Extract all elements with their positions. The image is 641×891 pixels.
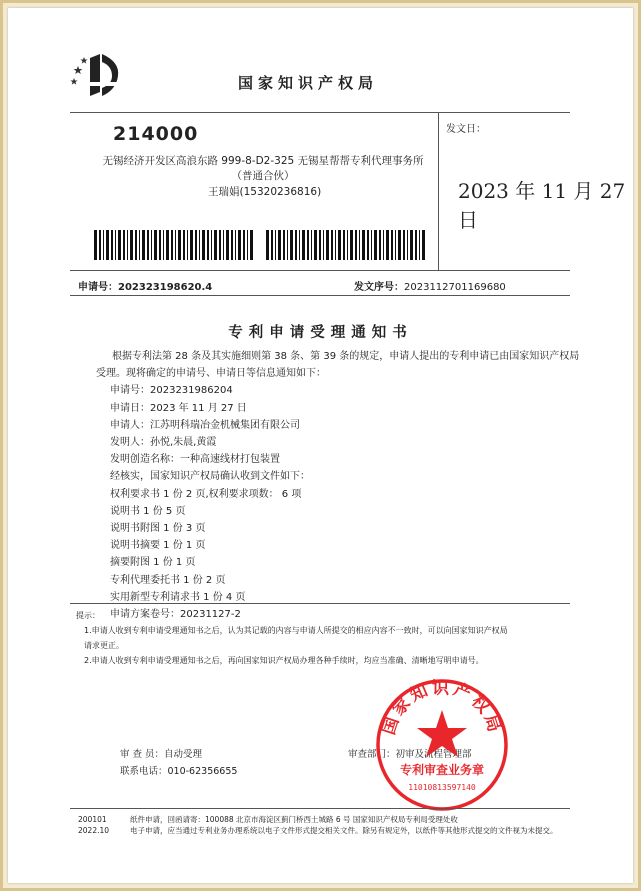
list-item: 实用新型专利请求书 1 份 4 页 [110, 591, 246, 603]
barcode-right-icon [266, 230, 428, 260]
seal-top-text: 国家知识产权局 [379, 678, 505, 738]
header-divider [70, 112, 570, 113]
application-no: 202323198620.4 [118, 282, 213, 293]
seal-bottom-text: 专利审查业务章 [399, 763, 485, 777]
electronic-submission-info: 电子申请，应当通过专利业务办理系统以电子文件形式提交相关文件。除另有规定外，以纸件等其他形式提交的文件视为未提交。 [130, 826, 558, 835]
send-date: 2023 年 11 月 27 日 [458, 179, 626, 232]
postcode: 214000 [113, 123, 199, 145]
application-no-field [78, 278, 212, 293]
note-item: 2.申请人收到专利申请受理通知书之后，再向国家知识产权局办理各种手续时，均应当准确、清晰地写明申请号。 [84, 656, 484, 665]
list-item: 专利代理委托书 1 份 2 页 [110, 574, 226, 586]
list-item: 发明创造名称：一种高速线材打包装置 [110, 454, 280, 466]
list-item: 说明书摘要 1 份 1 页 [110, 540, 206, 552]
document-page [8, 8, 633, 883]
contact-phone: 联系电话：010-62356655 [120, 766, 238, 777]
address-divider [70, 270, 570, 271]
contact-person: 王瑞娟(15320236816) [208, 186, 322, 198]
note-item: 请求更正。 [84, 641, 124, 650]
notes-section [76, 608, 581, 668]
list-item: 申请方案卷号：20231127-2 [110, 609, 241, 621]
bottom-divider [70, 808, 570, 809]
barcode-left-icon [94, 230, 254, 260]
send-date-label: 发文日： [446, 124, 486, 135]
column-divider [438, 112, 439, 270]
note-item: 1.申请人收到专利申请受理通知书之后，认为其记载的内容与申请人所提交的相应内容不一致时，可以向国家知识产权局 [84, 626, 508, 635]
list-item: 申请号：2023231986204 [110, 385, 233, 397]
application-no-label: 申请号： [78, 282, 118, 293]
paper-submission-info: 纸件申请，回函请寄：100088 北京市海淀区蓟门桥西土城路 6 号 国家知识产权局专利局受理处收 [130, 815, 458, 824]
list-item: 权利要求书 1 份 2 页,权利要求项数： 6 项 [110, 488, 302, 500]
list-item: 说明书 1 份 5 页 [110, 505, 186, 517]
list-item: 申请日：2023 年 11 月 27 日 [110, 402, 247, 414]
form-code: 200101 [78, 815, 107, 824]
official-seal-icon [373, 676, 511, 814]
notice-intro: 根据专利法第 28 条及其实施细则第 38 条、第 39 条的规定，申请人提出的专利申请已由国家知识产权局受理。现将确定的申请号、申请日等信息通知如下： [96, 351, 580, 380]
notes-divider [70, 603, 570, 604]
list-item: 发明人：孙悦,朱晨,黄霞 [110, 437, 217, 449]
recipient-address: 无锡经济开发区高浪东路 999-8-D2-325 无锡星帮帮专利代理事务所（普通合伙） [102, 155, 424, 182]
notice-title: 专利申请受理通知书 [228, 325, 413, 341]
seal-number: 11010813597140 [408, 783, 476, 792]
serial-label: 发文序号： [354, 282, 404, 293]
serial-no: 2023112701169680 [404, 282, 506, 293]
form-version: 2022.10 [78, 826, 110, 835]
list-item: 申请人：江苏明科瑞冶金机械集团有限公司 [110, 419, 300, 431]
checked-intro: 经核实，国家知识产权局确认收到文件如下： [110, 471, 310, 483]
list-item: 说明书附图 1 份 3 页 [110, 523, 206, 535]
notes-heading: 提示： [76, 611, 100, 620]
signoff-left [120, 746, 237, 780]
serial-no-field [354, 278, 506, 293]
list-item: 摘要附图 1 份 1 页 [110, 557, 196, 569]
cnipa-logo-icon [70, 52, 122, 100]
examiner: 审 查 员：自动受理 [120, 749, 203, 760]
office-name: 国家知识产权局 [238, 74, 379, 92]
notice-body [96, 348, 588, 623]
department: 审查部门：初审及流程管理部 [348, 749, 472, 760]
meta-divider [70, 295, 570, 296]
